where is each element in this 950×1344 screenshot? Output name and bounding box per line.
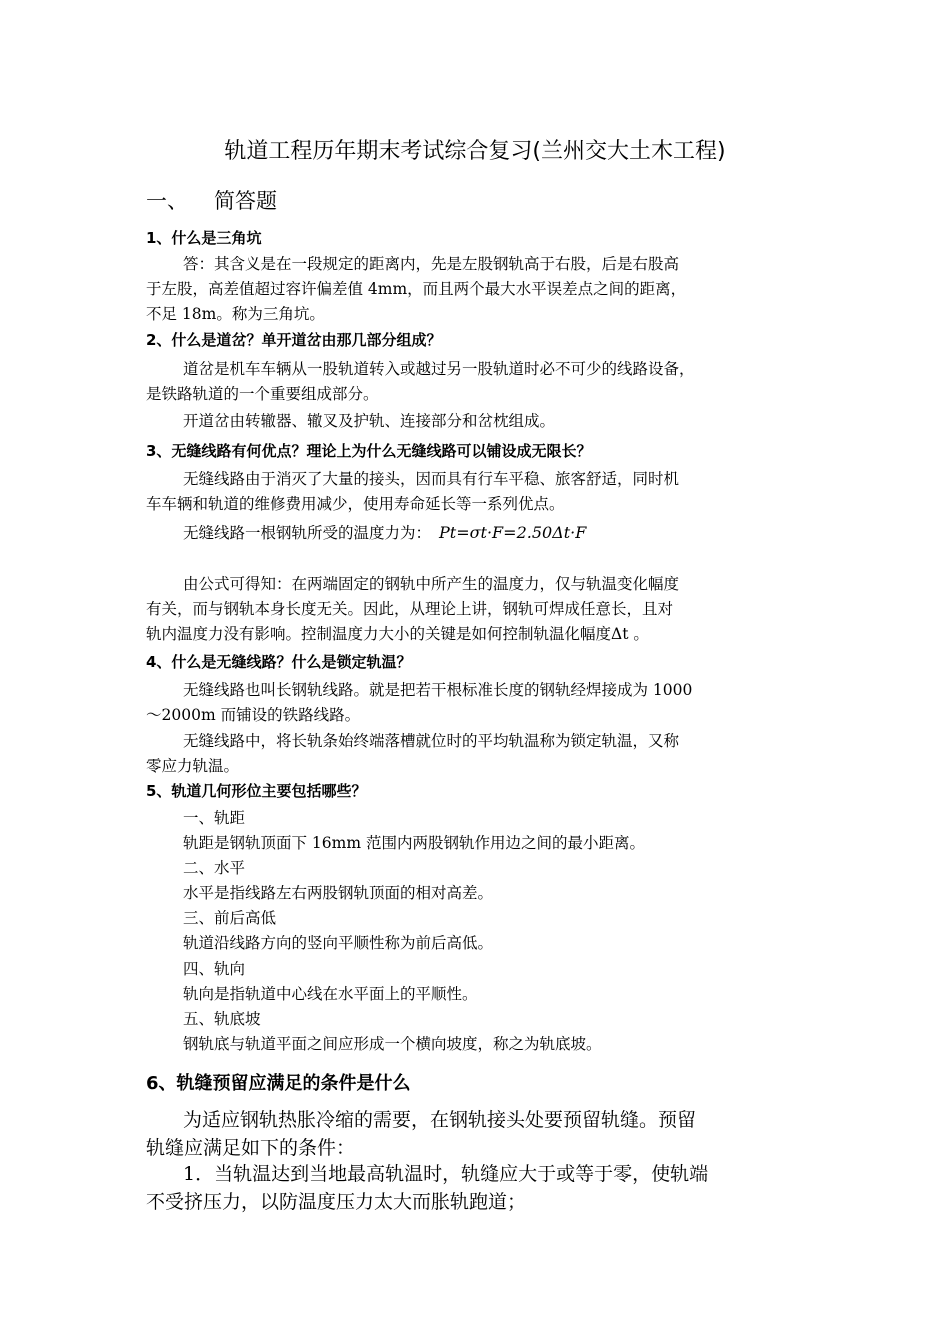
question-2: 2、什么是道岔？单开道岔由那几部分组成？ <box>146 331 442 349</box>
page-title: 轨道工程历年期末考试综合复习(兰州交大土木工程) <box>224 139 726 164</box>
answer-line: ～2000m 而铺设的铁路线路。 <box>146 706 361 724</box>
answer-line: 轨向是指轨道中心线在水平面上的平顺性。 <box>183 985 478 1003</box>
formula-line <box>183 521 586 545</box>
question-1: 1、什么是三角坑 <box>146 229 262 247</box>
answer-line: 答：其含义是在一段规定的距离内，先是左股钢轨高于右股，后是右股高 <box>183 255 680 273</box>
answer-line: 四、轨向 <box>183 960 246 978</box>
answer-line: 道岔是机车车辆从一股轨道转入或越过另一股轨道时必不可少的线路设备， <box>183 360 695 378</box>
answer-line: 为适应钢轨热胀冷缩的需要，在钢轨接头处要预留轨缝。预留 <box>183 1109 697 1131</box>
answer-line: 二、水平 <box>183 859 246 877</box>
section-label: 简答题 <box>214 189 277 213</box>
question-3: 3、无缝线路有何优点？理论上为什么无缝线路可以铺设成无限长？ <box>146 442 592 460</box>
answer-line: 轨内温度力没有影响。控制温度力大小的关键是如何控制轨温化幅度Δt 。 <box>146 625 649 643</box>
answer-line: 不受挤压力，以防温度压力太大而胀轨跑道； <box>146 1191 527 1213</box>
answer-line: 无缝线路由于消灭了大量的接头，因而具有行车平稳、旅客舒适，同时机 <box>183 470 680 488</box>
question-6: 6、轨缝预留应满足的条件是什么 <box>146 1073 411 1094</box>
section-heading <box>146 186 277 216</box>
answer-line: 五、轨底坡 <box>183 1010 261 1028</box>
answer-line: 由公式可得知：在两端固定的钢轨中所产生的温度力，仅与轨温变化幅度 <box>183 575 680 593</box>
answer-line: 1．当轨温达到当地最高轨温时，轨缝应大于或等于零，使轨端 <box>183 1163 709 1185</box>
answer-line: 不足 18m。称为三角坑。 <box>146 305 325 323</box>
question-5: 5、轨道几何形位主要包括哪些？ <box>146 782 367 800</box>
answer-line: 于左股，高差值超过容许偏差值 4mm，而且两个最大水平误差点之间的距离， <box>146 280 687 298</box>
answer-line: 钢轨底与轨道平面之间应形成一个横向坡度，称之为轨底坡。 <box>183 1035 602 1053</box>
answer-line: 轨缝应满足如下的条件： <box>146 1137 356 1159</box>
answer-line: 无缝线路中，将长轨条始终端落槽就位时的平均轨温称为锁定轨温，又称 <box>183 732 680 750</box>
answer-line: 零应力轨温。 <box>146 757 240 775</box>
answer-line: 轨距是钢轨顶面下 16mm 范围内两股钢轨作用边之间的最小距离。 <box>183 834 645 852</box>
question-4: 4、什么是无缝线路？什么是锁定轨温？ <box>146 653 412 671</box>
temperature-force-formula: Pt=σt·F=2.50Δt·F <box>439 523 587 542</box>
answer-line: 轨道沿线路方向的竖向平顺性称为前后高低。 <box>183 934 494 952</box>
answer-line: 无缝线路也叫长钢轨线路。就是把若干根标准长度的钢轨经焊接成为 1000 <box>183 681 693 699</box>
answer-line: 一、轨距 <box>183 809 246 827</box>
answer-line: 开道岔由转辙器、辙叉及护轨、连接部分和岔枕组成。 <box>183 412 556 430</box>
formula-label: 无缝线路一根钢轨所受的温度力为： <box>183 524 432 542</box>
answer-line: 是铁路轨道的一个重要组成部分。 <box>146 385 379 403</box>
answer-line: 有关，而与钢轨本身长度无关。因此，从理论上讲，钢轨可焊成任意长，且对 <box>146 600 674 618</box>
answer-line: 水平是指线路左右两股钢轨顶面的相对高差。 <box>183 884 494 902</box>
answer-line: 车车辆和轨道的维修费用减少，使用寿命延长等一系列优点。 <box>146 495 565 513</box>
answer-line: 三、前后高低 <box>183 909 277 927</box>
section-number: 一、 <box>146 189 188 213</box>
